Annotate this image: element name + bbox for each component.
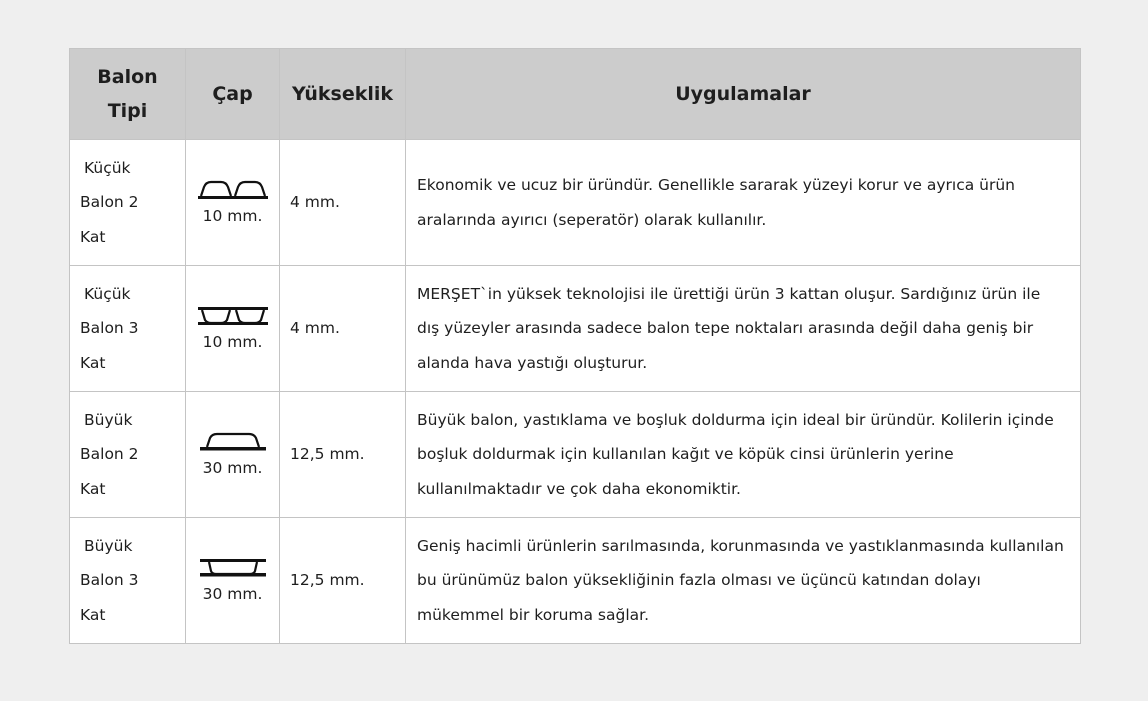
header-applications: Uygulamalar: [406, 49, 1081, 140]
application-description: Ekonomik ve ucuz bir üründür. Genellikle sararak yüzeyi korur ve ayrıca ürün aralarında ayırıcı (seperatör) olarak kullanılır.: [406, 140, 1081, 266]
balloon-type-cell: [70, 518, 186, 644]
header-height: Yükseklik: [280, 49, 406, 140]
balloon-type-line: Balon 3: [80, 571, 139, 590]
balloon-type-line: Kat: [80, 479, 106, 498]
table-row: [70, 518, 1081, 644]
table-row: [70, 266, 1081, 392]
table-header-row: [70, 49, 1081, 140]
balloon-type-line: Balon 2: [80, 193, 139, 212]
height-cell: 4 mm.: [280, 140, 406, 266]
balloon-type-cell: [70, 266, 186, 392]
diameter-cell: [186, 266, 280, 392]
header-balloon-type-line1: Balon: [97, 66, 158, 88]
balloon-type-line: Kat: [80, 227, 106, 246]
application-description: MERŞET`in yüksek teknolojisi ile ürettiği ürün 3 kattan oluşur. Sardığınız ürün ile dış yüzeyler arasında sadece balon tepe noktaları arasında değil daha geniş bir alanda hava yastığı oluşturur.: [406, 266, 1081, 392]
small-bubble-3-layer-icon: [197, 305, 269, 327]
diameter-cell: [186, 392, 280, 518]
balloon-type-line: Büyük: [84, 536, 133, 555]
table-row: [70, 392, 1081, 518]
height-cell: 12,5 mm.: [280, 518, 406, 644]
balloon-type-line: Büyük: [84, 410, 133, 429]
header-diameter: Çap: [186, 49, 280, 140]
diameter-value: 10 mm.: [202, 332, 263, 351]
diameter-cell: [186, 518, 280, 644]
balloon-type-cell: [70, 140, 186, 266]
diameter-value: 30 mm.: [202, 458, 263, 477]
balloon-type-line: Küçük: [84, 158, 131, 177]
application-description: Geniş hacimli ürünlerin sarılmasında, korunmasında ve yastıklanmasında kullanılan bu ürünümüz balon yüksekliğinin fazla olması ve üçüncü katından dolayı mükemmel bir koruma sağlar.: [406, 518, 1081, 644]
diameter-value: 10 mm.: [202, 206, 263, 225]
diameter-value: 30 mm.: [202, 584, 263, 603]
balloon-type-line: Balon 3: [80, 319, 139, 338]
bubble-wrap-comparison-table: [69, 48, 1081, 644]
application-description: Büyük balon, yastıklama ve boşluk doldurma için ideal bir üründür. Kolilerin içinde boşluk doldurmak için kullanılan kağıt ve köpük cinsi ürünlerin yerine kullanılmaktadır ve çok daha ekonomiktir.: [406, 392, 1081, 518]
header-balloon-type: [70, 49, 186, 140]
balloon-type-line: Kat: [80, 353, 106, 372]
small-bubble-2-layer-icon: [197, 179, 269, 201]
height-cell: 12,5 mm.: [280, 392, 406, 518]
diameter-cell: [186, 140, 280, 266]
balloon-type-cell: [70, 392, 186, 518]
balloon-type-line: Küçük: [84, 284, 131, 303]
table-row: [70, 140, 1081, 266]
large-bubble-3-layer-icon: [197, 557, 269, 579]
bubble-wrap-table-container: [69, 48, 1080, 643]
large-bubble-2-layer-icon: [197, 431, 269, 453]
height-cell: 4 mm.: [280, 266, 406, 392]
header-balloon-type-line2: Tipi: [107, 100, 148, 122]
balloon-type-line: Kat: [80, 605, 106, 624]
balloon-type-line: Balon 2: [80, 445, 139, 464]
